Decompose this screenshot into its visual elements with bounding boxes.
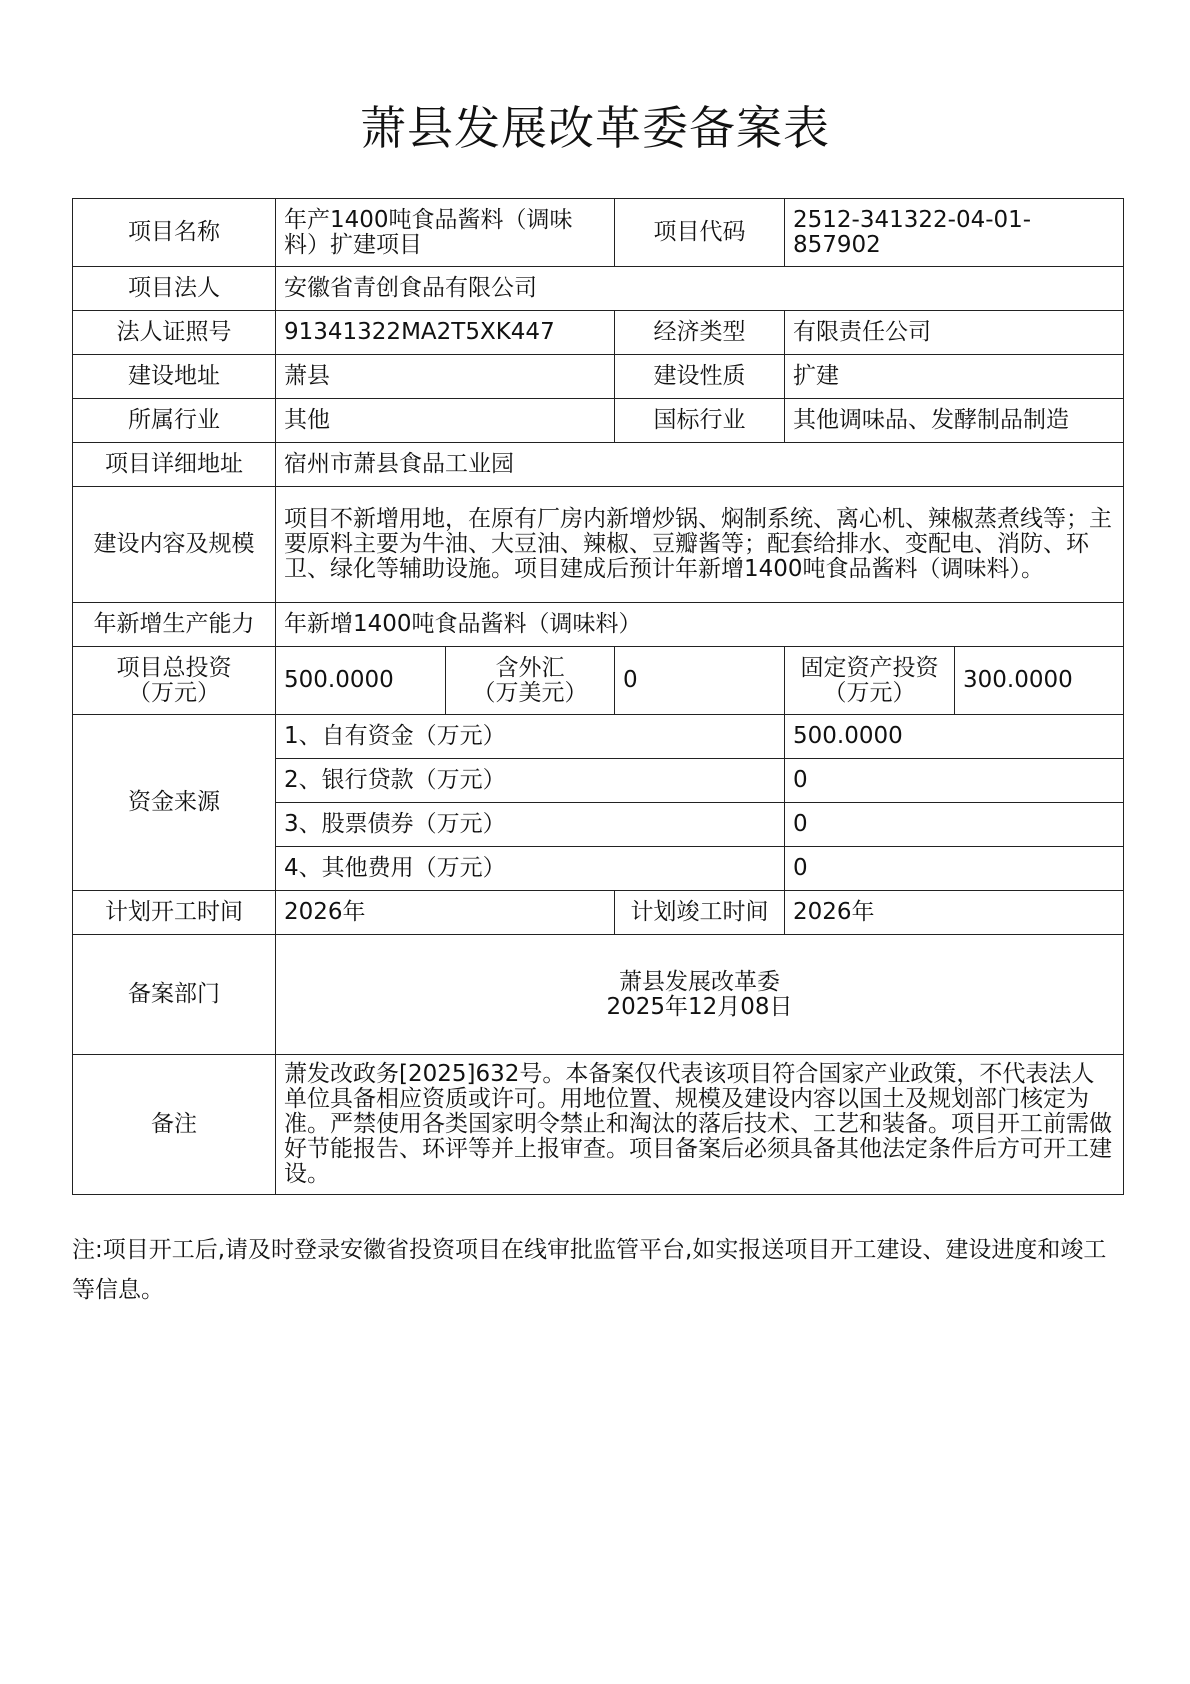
project-code-label: 项目代码 <box>615 199 785 267</box>
total-invest-label <box>73 647 276 715</box>
row-capacity <box>73 603 1124 647</box>
row-dept <box>73 935 1124 1055</box>
funding-item-label: 3、股票债券（万元） <box>276 803 785 847</box>
forex-label-line2: （万美元） <box>472 679 588 706</box>
fixed-invest-label-line2: （万元） <box>823 679 916 706</box>
industry-label: 所属行业 <box>73 399 276 443</box>
site-label: 建设地址 <box>73 355 276 399</box>
funding-item-value: 500.0000 <box>785 715 1124 759</box>
remark-value: 萧发改政务[2025]632号。本备案仅代表该项目符合国家产业政策，不代表法人单位具备相应资质或许可。用地位置、规模及建设内容以国土及规划部门核定为准。严禁使用各类国家明令禁止和淘汰的落后技术、工艺和装备。项目开工前需做好节能报告、环评等并上报审查。项目备案后必须具备其他法定条件后方可开工建设。 <box>276 1055 1124 1195</box>
total-invest-label-line1: 项目总投资 <box>116 654 232 681</box>
footnote: 注:项目开工后,请及时登录安徽省投资项目在线审批监管平台,如实报送项目开工建设、建设进度和竣工等信息。 <box>72 1237 1107 1303</box>
row-project-name <box>73 199 1124 267</box>
content-value: 项目不新增用地，在原有厂房内新增炒锅、焖制系统、离心机、辣椒蒸煮线等；主要原料主要为牛油、大豆油、辣椒、豆瓣酱等；配套给排水、变配电、消防、环卫、绿化等辅助设施。项目建成后预计年新增1400吨食品酱料（调味料）。 <box>276 487 1124 603</box>
start-label: 计划开工时间 <box>73 891 276 935</box>
address-value: 宿州市萧县食品工业园 <box>276 443 1124 487</box>
econ-type-label: 经济类型 <box>615 311 785 355</box>
capacity-value: 年新增1400吨食品酱料（调味料） <box>276 603 1124 647</box>
funding-item-label: 2、银行贷款（万元） <box>276 759 785 803</box>
project-name-value: 年产1400吨食品酱料（调味料）扩建项目 <box>276 199 615 267</box>
row-legal-entity <box>73 267 1124 311</box>
industry-value: 其他 <box>276 399 615 443</box>
forex-value: 0 <box>615 647 785 715</box>
site-value: 萧县 <box>276 355 615 399</box>
legal-entity-value: 安徽省青创食品有限公司 <box>276 267 1124 311</box>
dept-date: 2025年12月08日 <box>606 993 793 1020</box>
funding-item-value: 0 <box>785 803 1124 847</box>
filing-form-table <box>72 198 1124 1195</box>
row-license <box>73 311 1124 355</box>
finish-label: 计划竣工时间 <box>615 891 785 935</box>
national-industry-value: 其他调味品、发酵制品制造 <box>785 399 1124 443</box>
forex-label <box>446 647 615 715</box>
project-code-value: 2512-341322-04-01-857902 <box>785 199 1124 267</box>
nature-value: 扩建 <box>785 355 1124 399</box>
funding-label: 资金来源 <box>73 715 276 891</box>
remark-label: 备注 <box>73 1055 276 1195</box>
funding-item-value: 0 <box>785 847 1124 891</box>
row-remark <box>73 1055 1124 1195</box>
row-schedule <box>73 891 1124 935</box>
row-industry <box>73 399 1124 443</box>
dept-label: 备案部门 <box>73 935 276 1055</box>
row-funding-1 <box>73 715 1124 759</box>
total-invest-value: 500.0000 <box>276 647 446 715</box>
funding-item-value: 0 <box>785 759 1124 803</box>
total-invest-label-line2: （万元） <box>128 679 220 706</box>
content-label: 建设内容及规模 <box>73 487 276 603</box>
row-address <box>73 443 1124 487</box>
row-content <box>73 487 1124 603</box>
legal-entity-label: 项目法人 <box>73 267 276 311</box>
national-industry-label: 国标行业 <box>615 399 785 443</box>
license-value: 91341322MA2T5XK447 <box>276 311 615 355</box>
forex-label-line1: 含外汇 <box>495 654 565 681</box>
fixed-invest-value: 300.0000 <box>955 647 1124 715</box>
fixed-invest-label <box>785 647 955 715</box>
start-value: 2026年 <box>276 891 615 935</box>
finish-value: 2026年 <box>785 891 1124 935</box>
funding-item-label: 1、自有资金（万元） <box>276 715 785 759</box>
dept-name: 萧县发展改革委 <box>619 968 780 995</box>
row-site <box>73 355 1124 399</box>
address-label: 项目详细地址 <box>73 443 276 487</box>
fixed-invest-label-line1: 固定资产投资 <box>800 654 939 681</box>
capacity-label: 年新增生产能力 <box>73 603 276 647</box>
license-label: 法人证照号 <box>73 311 276 355</box>
row-investment <box>73 647 1124 715</box>
econ-type-value: 有限责任公司 <box>785 311 1124 355</box>
funding-item-label: 4、其他费用（万元） <box>276 847 785 891</box>
nature-label: 建设性质 <box>615 355 785 399</box>
project-name-label: 项目名称 <box>73 199 276 267</box>
dept-value <box>276 935 1124 1055</box>
page-title: 萧县发展改革委备案表 <box>360 101 830 155</box>
